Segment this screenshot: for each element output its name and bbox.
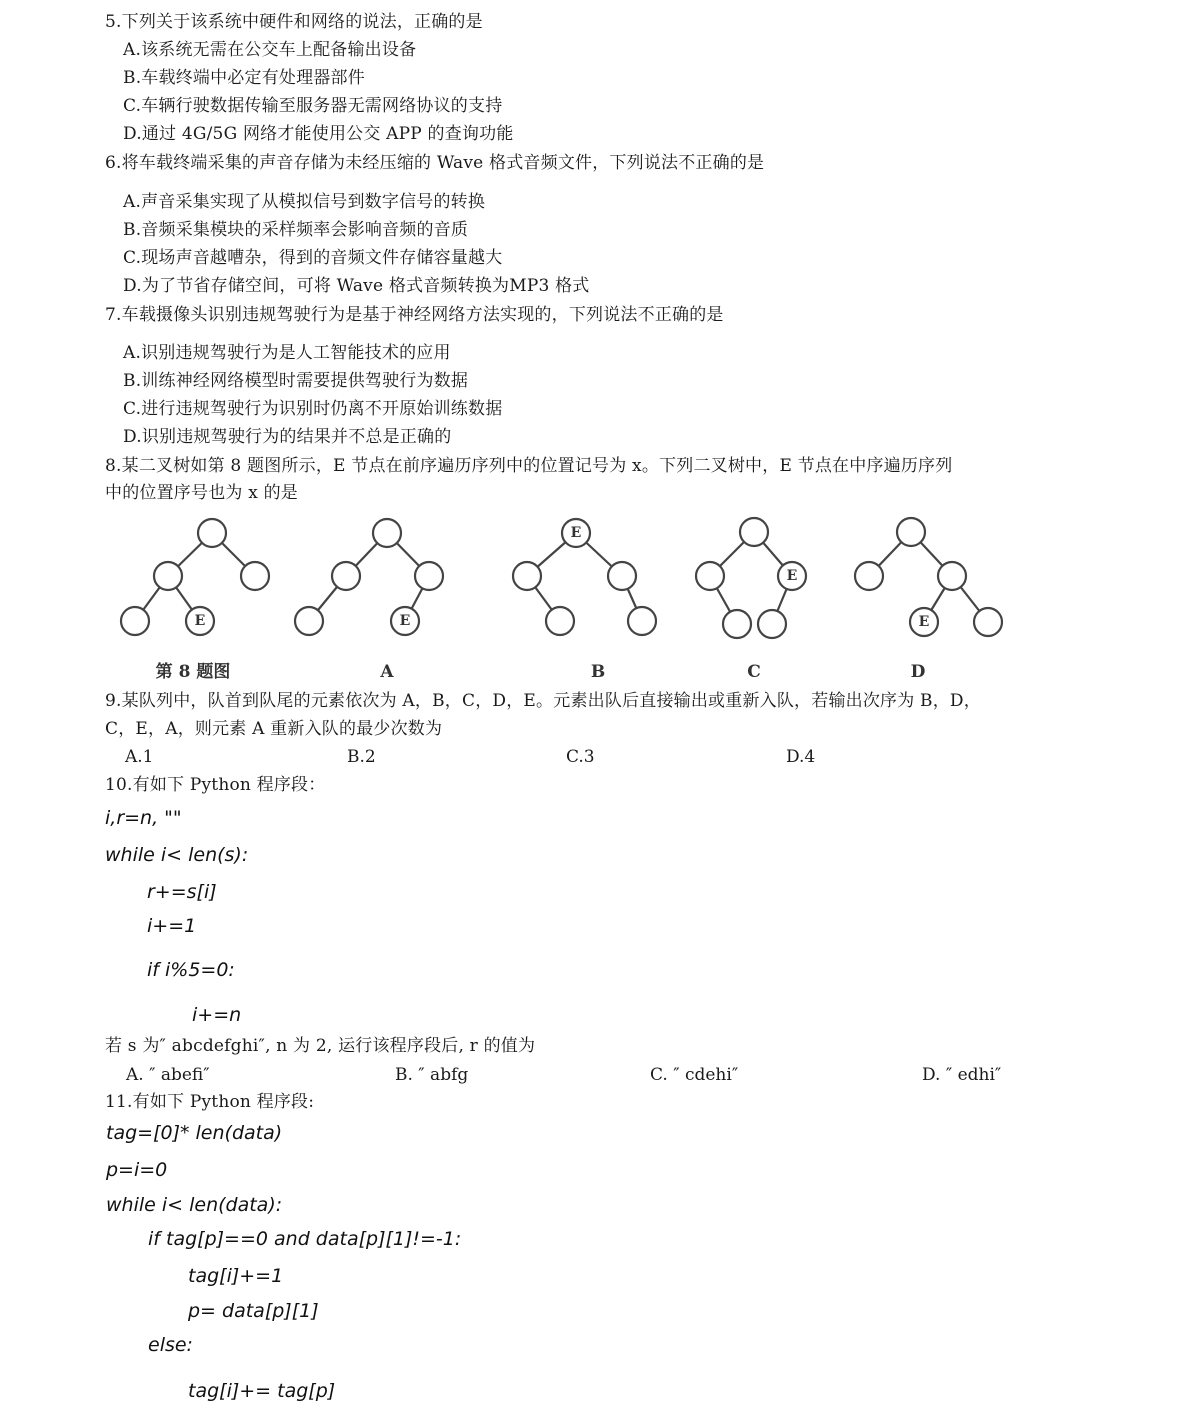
- q7-option-c: C.进行违规驾驶行为识别时仍离不开原始训练数据: [123, 399, 503, 419]
- svg-text:E: E: [399, 613, 411, 629]
- q6-option-d: D.为了节省存储空间，可将 Wave 格式音频转换为MP3 格式: [123, 276, 590, 296]
- q9-stem-line1: 9.某队列中，队首到队尾的元素依次为 A，B，C，D，E。元素出队后直接输出或重新入队，若输出次序为 B，D，: [105, 691, 981, 711]
- q11-code-line-6: p= data[p][1]: [188, 1300, 319, 1322]
- q9-option-d: D.4: [786, 747, 816, 767]
- q11-code-line-3: while i< len(data):: [106, 1194, 283, 1216]
- q8-binary-tree-figures: [0, 505, 1191, 687]
- q9-options: [0, 746, 1191, 768]
- q10-code-line-2: while i< len(s):: [105, 844, 249, 866]
- q10-question: 若 s 为″ abcdefghi″, n 为 2, 运行该程序段后, r 的值为: [105, 1036, 536, 1056]
- tree-figure-a: [295, 519, 443, 682]
- q11-code-line-2: p=i=0: [106, 1159, 168, 1181]
- q7-stem: 7.车载摄像头识别违规驾驶行为是基于神经网络方法实现的，下列说法不正确的是: [105, 305, 724, 325]
- q6-option-a: A.声音采集实现了从模拟信号到数字信号的转换: [123, 192, 486, 212]
- q11-code-line-4: if tag[p]==0 and data[p][1]!=-1:: [148, 1228, 462, 1250]
- q6-stem: 6.将车载终端采集的声音存储为未经压缩的 Wave 格式音频文件，下列说法不正确的是: [105, 153, 765, 173]
- q9-option-c: C.3: [566, 747, 595, 767]
- q8-stem-line2: 中的位置序号也为 x 的是: [105, 483, 298, 503]
- svg-text:D: D: [910, 662, 926, 682]
- svg-text:A: A: [380, 662, 394, 682]
- tree-figure-reference: [121, 519, 269, 682]
- tree-figure-d: [855, 518, 1002, 682]
- q10-code-line-6: i+=n: [192, 1004, 242, 1026]
- q5-option-d: D.通过 4G/5G 网络才能使用公交 APP 的查询功能: [123, 124, 514, 144]
- q10-option-b: B. ″ abfg: [395, 1065, 469, 1085]
- q7-option-a: A.识别违规驾驶行为是人工智能技术的应用: [123, 343, 451, 363]
- q11-code-line-1: tag=[0]* len(data): [106, 1122, 283, 1144]
- tree-figure-c: [696, 518, 806, 682]
- q10-code-line-3: r+=s[i]: [147, 881, 217, 903]
- q11-code-line-5: tag[i]+=1: [188, 1265, 284, 1287]
- q5-stem: 5.下列关于该系统中硬件和网络的说法，正确的是: [105, 12, 483, 32]
- tree-figure-b: [513, 519, 656, 682]
- q5-option-c: C.车辆行驶数据传输至服务器无需网络协议的支持: [123, 96, 503, 116]
- q8-stem-line1: 8.某二叉树如第 8 题图所示，E 节点在前序遍历序列中的位置记号为 x。下列二叉树中，E 节点在中序遍历序列: [105, 456, 953, 476]
- q9-option-b: B.2: [347, 747, 376, 767]
- svg-text:B: B: [590, 662, 606, 682]
- svg-text:第 8 题图: 第 8 题图: [155, 662, 231, 682]
- q10-code-line-5: if i%5=0:: [147, 959, 235, 981]
- q10-option-d: D. ″ edhi″: [922, 1065, 1002, 1085]
- q7-option-b: B.训练神经网络模型时需要提供驾驶行为数据: [123, 371, 469, 391]
- q7-option-d: D.识别违规驾驶行为的结果并不总是正确的: [123, 427, 452, 447]
- q5-option-b: B.车载终端中必定有处理器部件: [123, 68, 365, 88]
- q9-option-a: A.1: [125, 747, 154, 767]
- q10-option-a: A. ″ abefi″: [126, 1065, 210, 1085]
- q11-code-line-7: else:: [148, 1334, 193, 1356]
- svg-text:E: E: [918, 614, 930, 630]
- q6-option-c: C.现场声音越嘈杂，得到的音频文件存储容量越大: [123, 248, 503, 268]
- q10-options: [0, 1064, 1191, 1086]
- q11-code-line-8: tag[i]+= tag[p]: [188, 1380, 336, 1402]
- q11-stem: 11.有如下 Python 程序段:: [105, 1092, 315, 1112]
- q10-option-c: C. ″ cdehi″: [650, 1065, 739, 1085]
- q10-code-line-1: i,r=n, "": [105, 807, 182, 829]
- svg-text:E: E: [570, 525, 582, 541]
- svg-text:C: C: [747, 662, 761, 682]
- q9-stem-line2: C，E，A，则元素 A 重新入队的最少次数为: [105, 719, 443, 739]
- q5-option-a: A.该系统无需在公交车上配备输出设备: [123, 40, 417, 60]
- svg-text:E: E: [786, 568, 798, 584]
- q10-code-line-4: i+=1: [147, 915, 197, 937]
- q6-option-b: B.音频采集模块的采样频率会影响音频的音质: [123, 220, 469, 240]
- q10-stem: 10.有如下 Python 程序段：: [105, 775, 326, 795]
- svg-text:E: E: [194, 613, 206, 629]
